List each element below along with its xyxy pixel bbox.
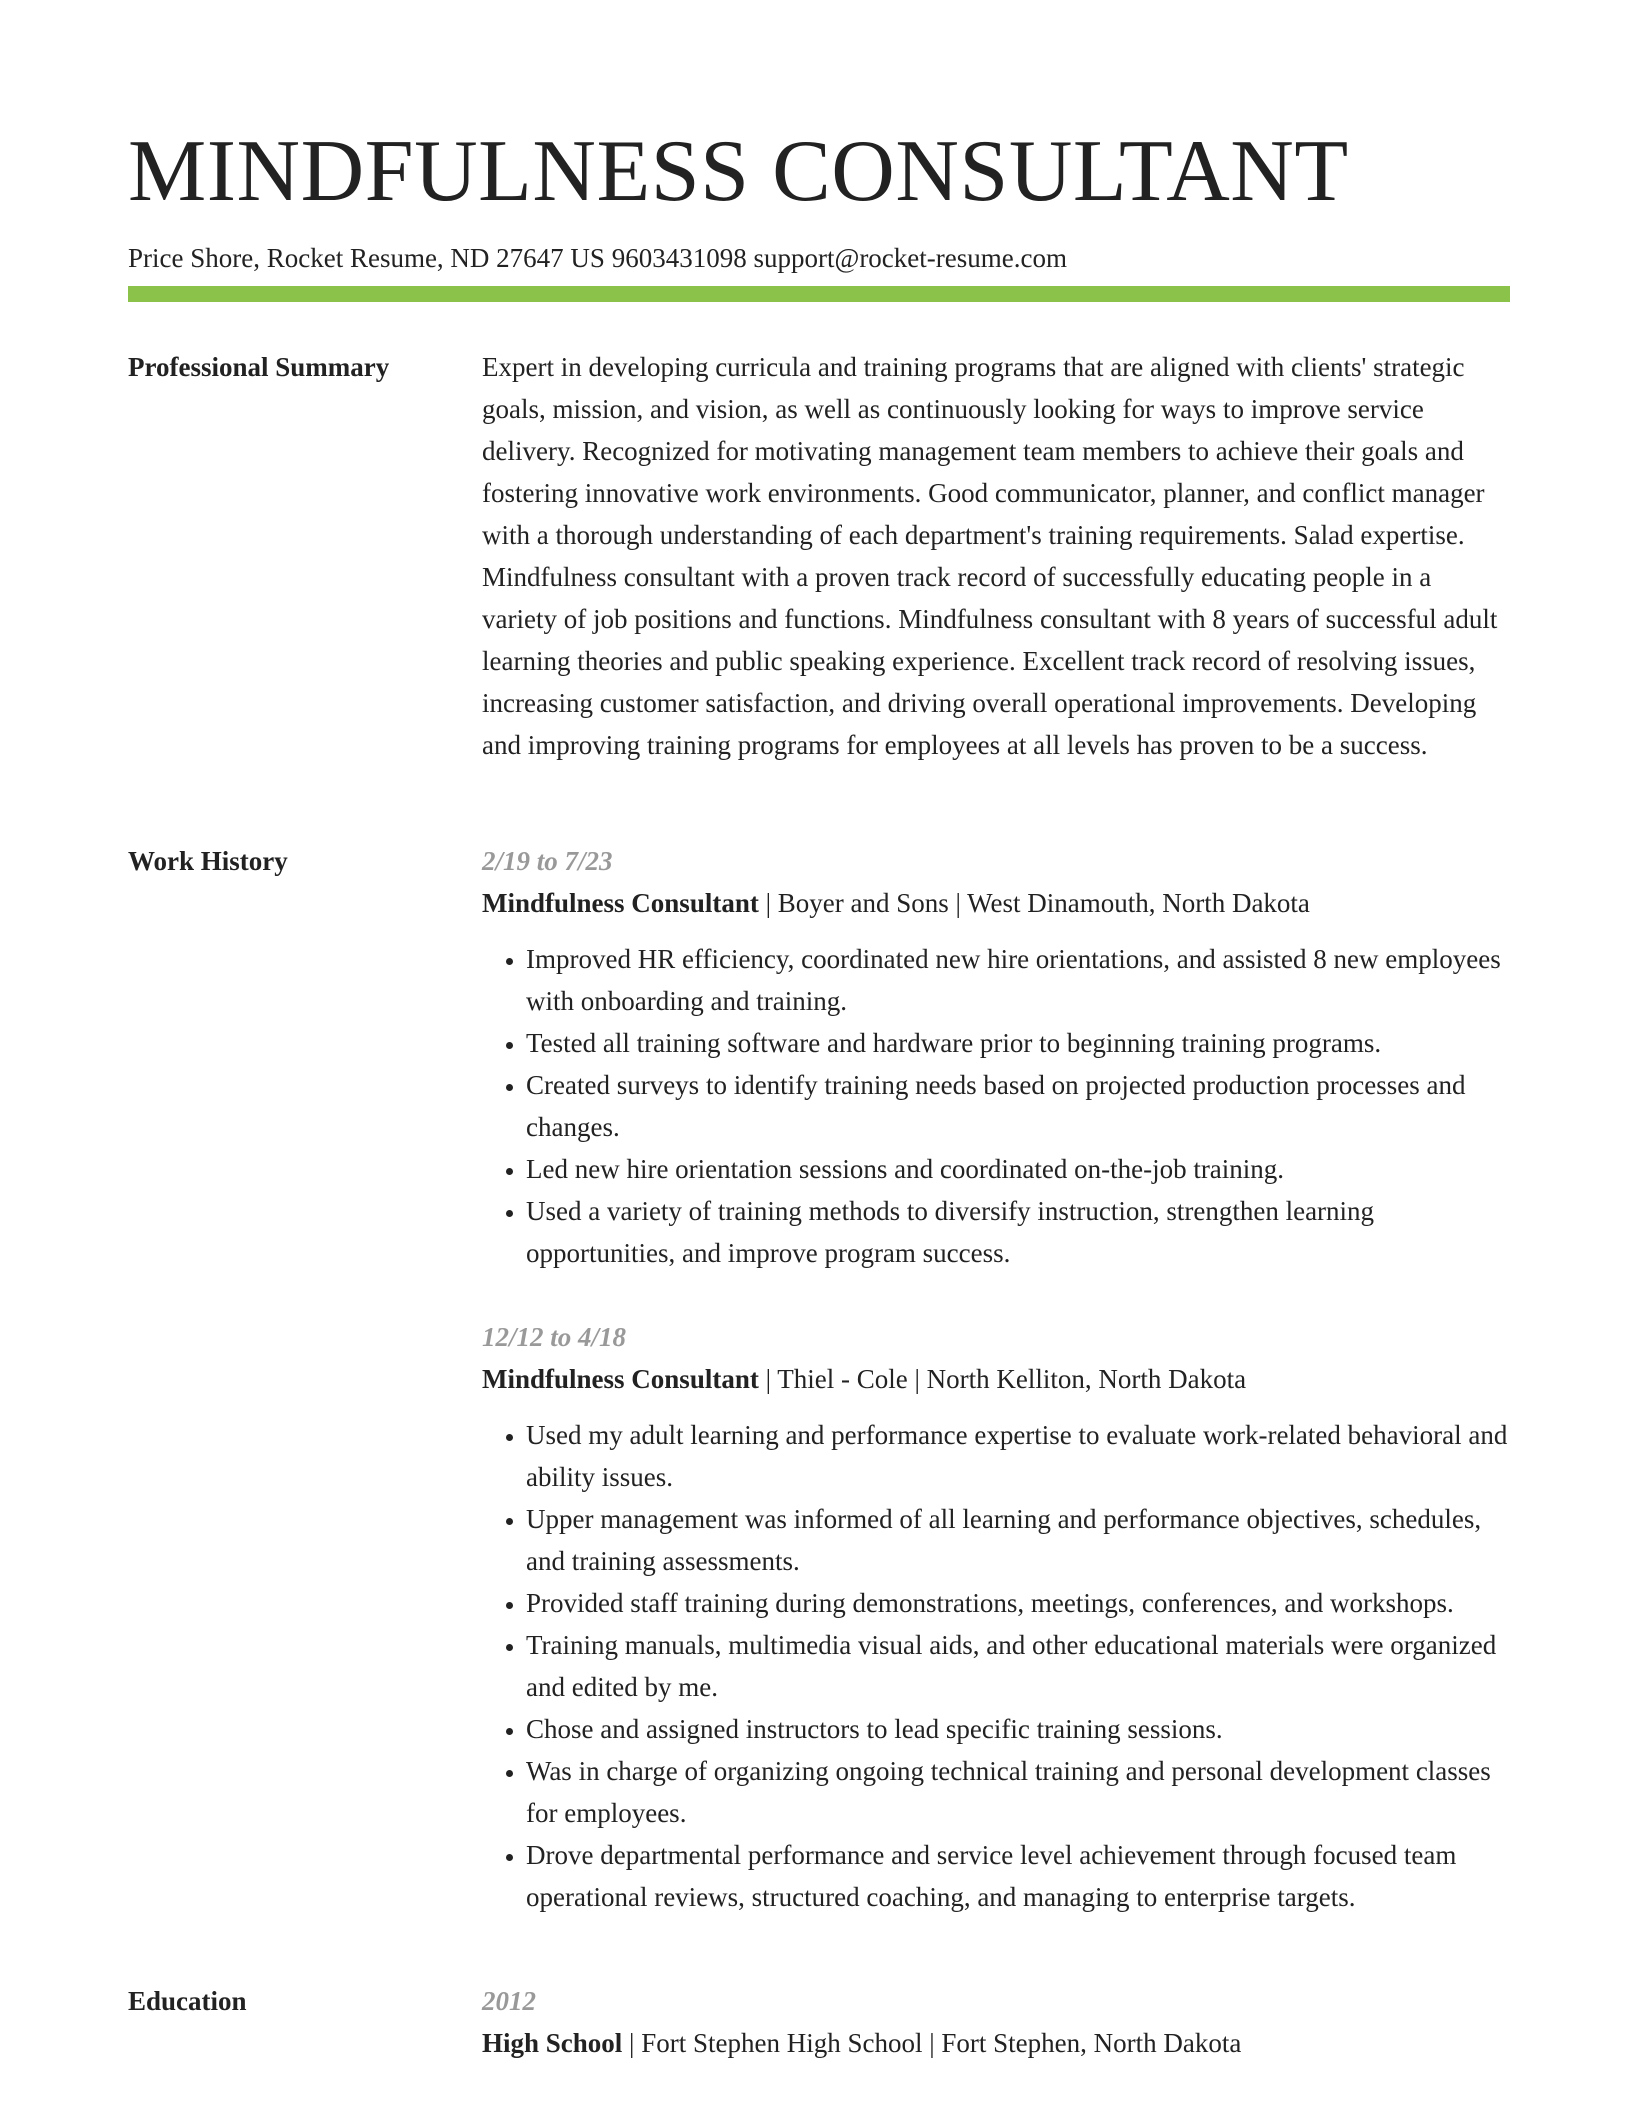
job-bullet-list bbox=[482, 938, 1510, 1274]
contact-address: Price Shore, Rocket Resume, ND 27647 US bbox=[128, 243, 605, 273]
job-bullet: • Led new hire orientation sessions and coordinated on-the-job training. bbox=[526, 1148, 1510, 1190]
job-role-line bbox=[482, 1358, 1510, 1400]
job-position: Mindfulness Consultant bbox=[482, 888, 759, 918]
job-dates: 12/12 to 4/18 bbox=[482, 1322, 627, 1352]
job-bullet: • Used my adult learning and performance expertise to evaluate work-related behavioral and ability issues. bbox=[526, 1414, 1510, 1498]
job-details: | Thiel - Cole | North Kelliton, North Dakota bbox=[758, 1364, 1247, 1394]
summary-text: Expert in developing curricula and training programs that are aligned with clients' strategic goals, mission, and vision, as well as continuously looking for ways to improve service delivery. Recognized for motivating management team members to achieve their goals and fostering innovative work environments. Good communicator, planner, and conflict manager with a thorough understanding of each department's training requirements. Salad expertise. Mindfulness consultant with a proven track record of successfully educating people in a variety of job positions and functions. Mindfulness consultant with 8 years of successful adult learning theories and public speaking experience. Excellent track record of resolving issues, increasing customer satisfaction, and driving overall operational improvements. Developing and improving training programs for employees at all levels has proven to be a success. bbox=[482, 352, 1498, 760]
contact-email: support@rocket-resume.com bbox=[753, 243, 1067, 273]
job-role-line bbox=[482, 882, 1510, 924]
job-entry bbox=[482, 1316, 1510, 1918]
contact-phone: 9603431098 bbox=[611, 243, 747, 273]
education-line bbox=[482, 2022, 1510, 2064]
education-body bbox=[482, 1980, 1510, 2064]
job-bullet: • Training manuals, multimedia visual aids, and other educational materials were organized and edited by me. bbox=[526, 1624, 1510, 1708]
job-bullet: • Used a variety of training methods to diversify instruction, strengthen learning opportunities, and improve program success. bbox=[526, 1190, 1510, 1274]
resume-header bbox=[128, 118, 1510, 276]
accent-divider bbox=[128, 286, 1510, 302]
candidate-title: MINDFULNESS CONSULTANT bbox=[128, 123, 1349, 220]
summary-body bbox=[482, 346, 1510, 766]
job-position: Mindfulness Consultant bbox=[482, 1364, 759, 1394]
job-bullet: • Tested all training software and hardware prior to beginning training programs. bbox=[526, 1022, 1510, 1064]
job-bullet-list bbox=[482, 1414, 1510, 1918]
job-dates: 2/19 to 7/23 bbox=[482, 846, 613, 876]
job-bullet: • Created surveys to identify training needs based on projected production processes and changes. bbox=[526, 1064, 1510, 1148]
education-heading: Education bbox=[128, 1986, 247, 2016]
education-year: 2012 bbox=[482, 1986, 536, 2016]
job-bullet: • Was in charge of organizing ongoing technical training and personal development classes for employees. bbox=[526, 1750, 1510, 1834]
job-entry bbox=[482, 840, 1510, 1274]
job-bullet: • Provided staff training during demonstrations, meetings, conferences, and workshops. bbox=[526, 1582, 1510, 1624]
education-details: | Fort Stephen High School | Fort Stephen, North Dakota bbox=[622, 2028, 1242, 2058]
job-bullet: • Improved HR efficiency, coordinated new hire orientations, and assisted 8 new employees with onboarding and training. bbox=[526, 938, 1510, 1022]
job-bullet: • Upper management was informed of all learning and performance objectives, schedules, and training assessments. bbox=[526, 1498, 1510, 1582]
work-history-body bbox=[482, 840, 1510, 1918]
education-degree: High School bbox=[482, 2028, 623, 2058]
job-details: | Boyer and Sons | West Dinamouth, North Dakota bbox=[758, 888, 1310, 918]
contact-line bbox=[128, 240, 1510, 276]
job-bullet: • Drove departmental performance and service level achievement through focused team operational reviews, structured coaching, and managing to enterprise targets. bbox=[526, 1834, 1510, 1918]
work-history-heading: Work History bbox=[128, 846, 288, 876]
job-bullet: • Chose and assigned instructors to lead specific training sessions. bbox=[526, 1708, 1510, 1750]
summary-heading: Professional Summary bbox=[128, 352, 390, 382]
